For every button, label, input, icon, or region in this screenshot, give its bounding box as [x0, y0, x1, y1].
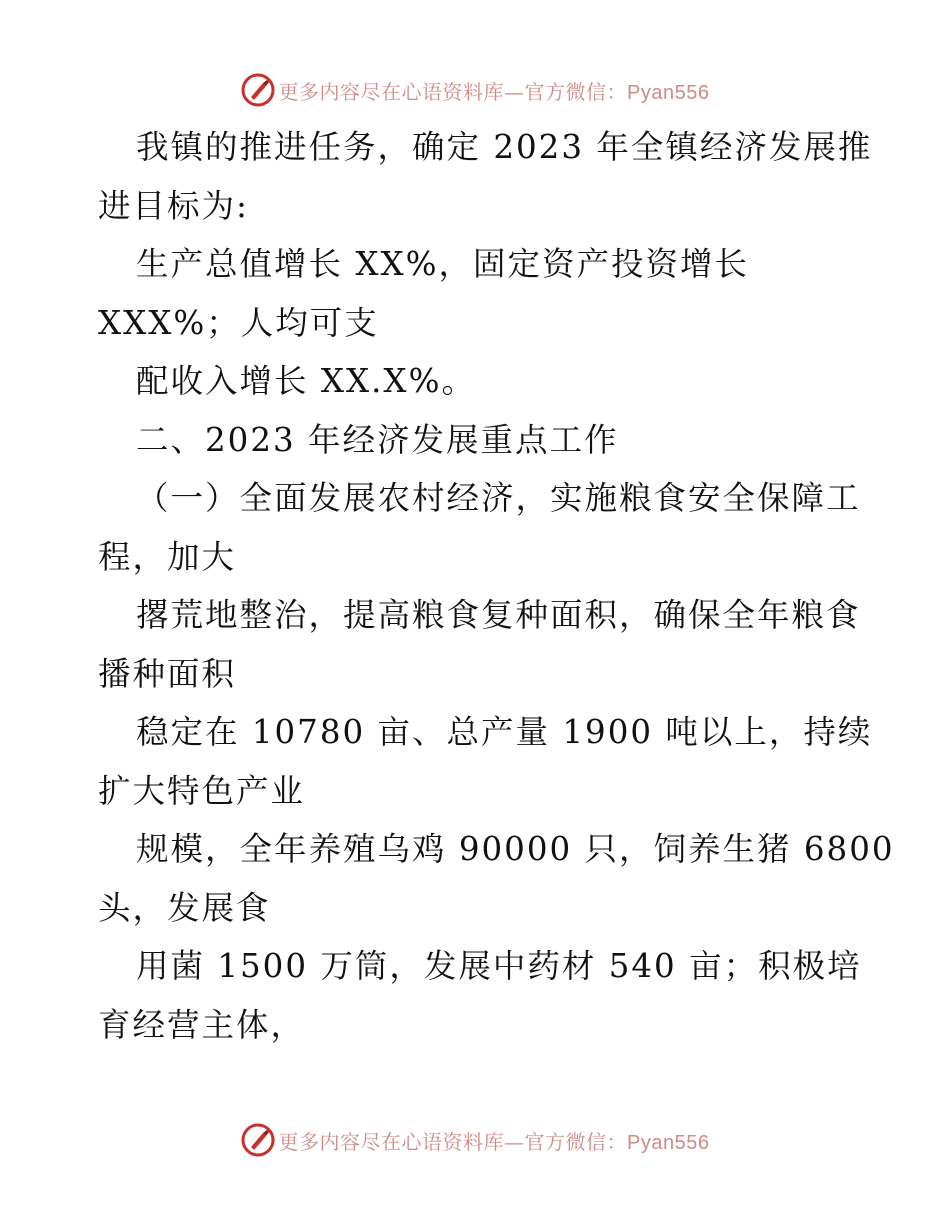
text-line: 稳定在 10780 亩、总产量 1900 吨以上，持续 — [136, 713, 873, 751]
header-wechat-id: Pyan556 — [627, 81, 710, 104]
text-line: 规模，全年养殖乌鸡 90000 只，饲养生猪 6800 — [136, 830, 895, 868]
text-line: 扩大特色产业 — [98, 771, 306, 810]
document-body — [98, 118, 895, 1054]
header-site-text: 更多内容尽在心语资料库 — [278, 79, 505, 104]
text-line: 程，加大 — [98, 537, 237, 576]
pen-nib-logo-icon — [241, 1123, 275, 1157]
text-line: 我镇的推进任务，确定 2023 年全镇经济发展推 — [136, 128, 873, 166]
footer-site-text: 更多内容尽在心语资料库 — [278, 1129, 505, 1154]
text-line: 进目标为: — [98, 186, 249, 225]
footer-watermark — [0, 1120, 950, 1160]
text-line: 配收入增长 XX.X%。 — [136, 362, 476, 400]
text-line: 生产总值增长 XX%，固定资产投资增长 — [136, 245, 749, 283]
text-line: 育经营主体， — [98, 1005, 306, 1044]
text-line: 播种面积 — [98, 654, 237, 693]
header-dash: — — [504, 79, 525, 104]
footer-wechat-id: Pyan556 — [627, 1131, 710, 1154]
footer-dash: — — [504, 1129, 525, 1154]
section-heading: 二、2023 年经济发展重点工作 — [136, 420, 619, 459]
text-line: XXX%；人均可支 — [98, 303, 379, 342]
pen-nib-logo-icon — [241, 73, 275, 107]
text-line: （一）全面发展农村经济，实施粮食安全保障工 — [136, 479, 861, 517]
text-line: 撂荒地整治，提高粮食复种面积，确保全年粮食 — [136, 596, 861, 634]
header-wechat-label: 官方微信： — [524, 79, 628, 104]
footer-wechat-label: 官方微信： — [524, 1129, 628, 1154]
text-line: 用菌 1500 万筒，发展中药材 540 亩；积极培 — [136, 947, 862, 985]
footer-watermark-text — [279, 1126, 710, 1155]
header-watermark — [0, 70, 950, 110]
text-line: 头，发展食 — [98, 888, 271, 927]
header-watermark-text — [279, 76, 710, 105]
